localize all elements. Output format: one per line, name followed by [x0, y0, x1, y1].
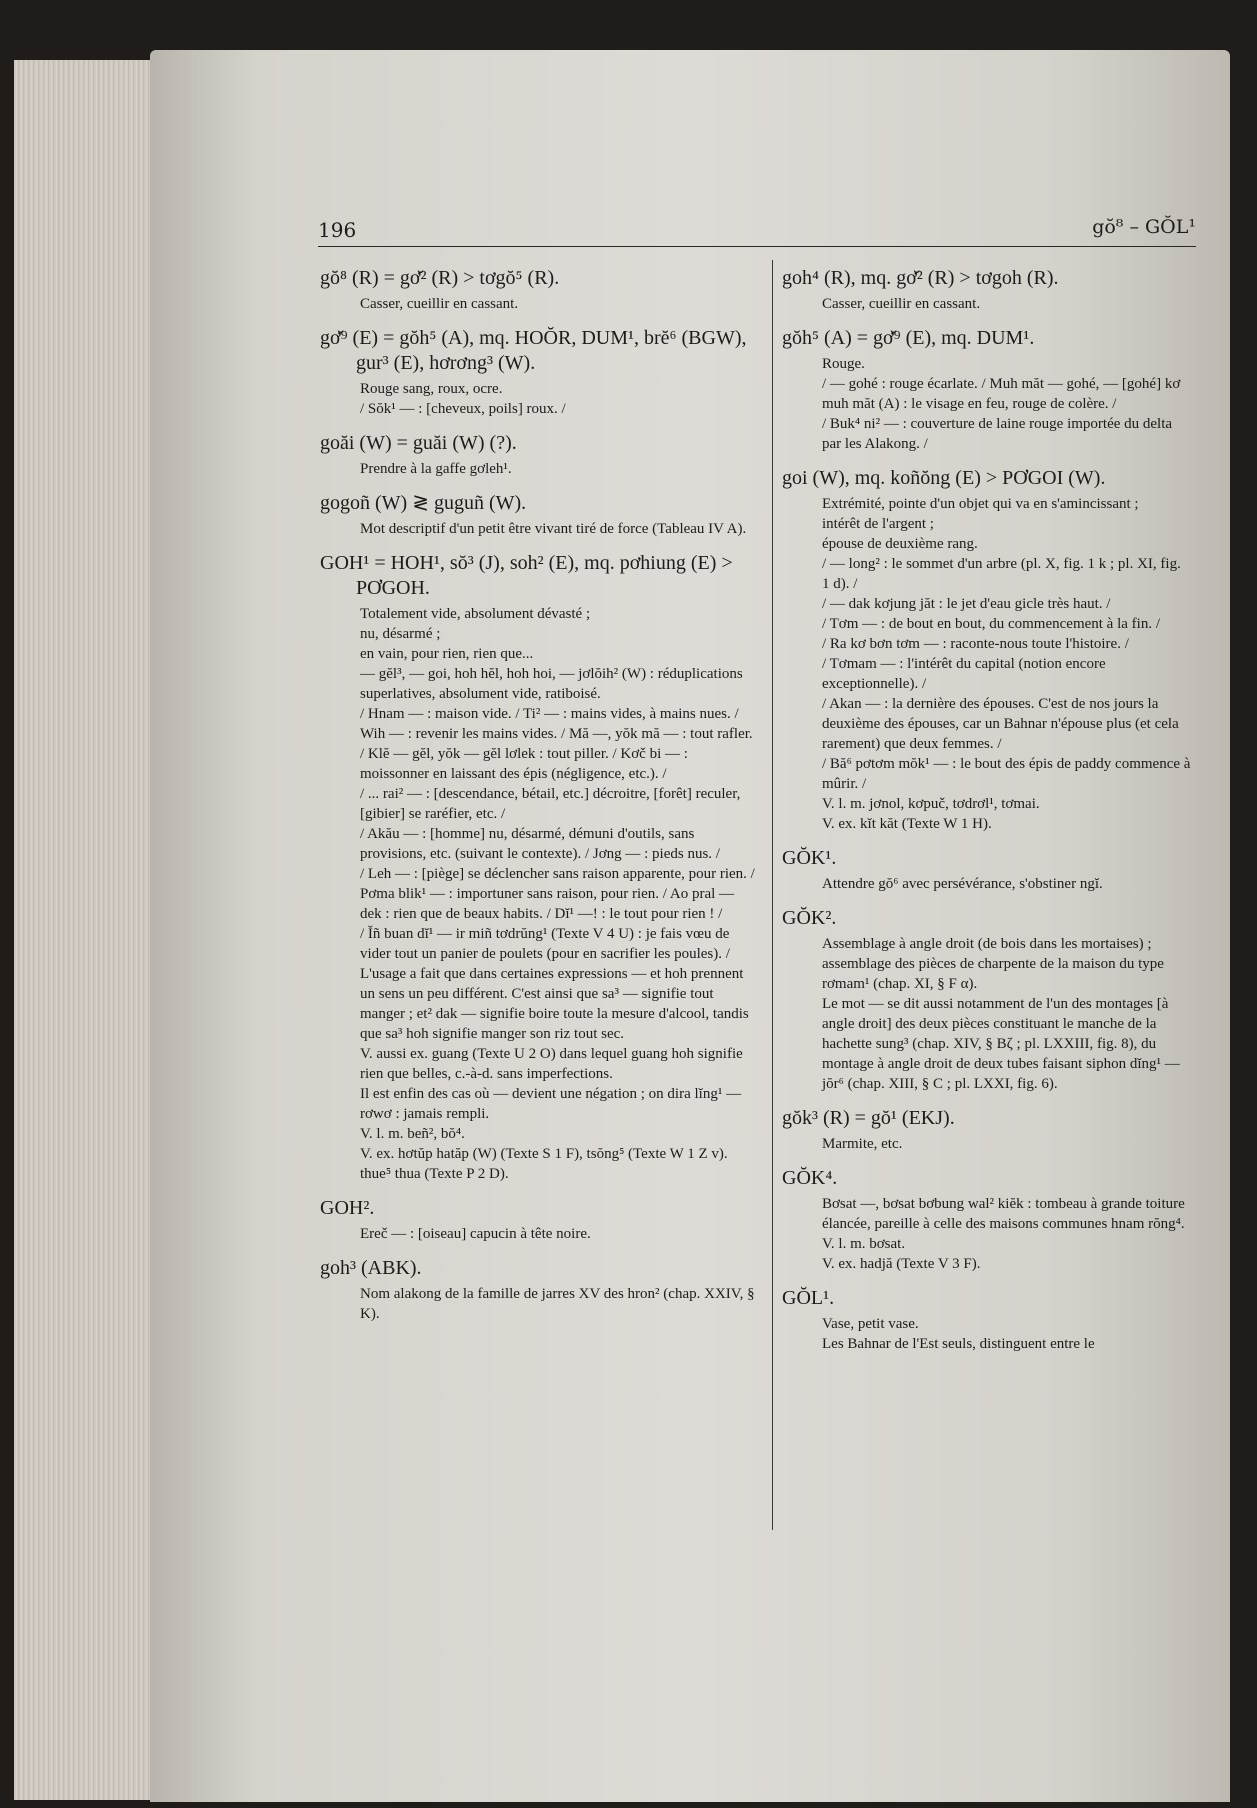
dictionary-entry [320, 1256, 756, 1324]
entry-definition-line: / Tơmam — : l'intérêt du capital (notion encore exceptionnelle). / [822, 656, 1106, 692]
entry-definition-line: Prendre à la gaffe gơleh¹. [360, 461, 512, 477]
entry-headword: gŏ⁸ (R) = gơ̆² (R) > tơgŏ⁵ (R). [320, 267, 560, 289]
dictionary-entry [320, 431, 756, 479]
entry-headword: gŏh⁵ (A) = gơ̆⁹ (E), mq. DUM¹. [782, 327, 1035, 349]
entry-definition-line: Mot descriptif d'un petit être vivant tiré de force (Tableau IV A). [360, 521, 747, 537]
entry-definition-line: Casser, cueillir en cassant. [822, 296, 981, 312]
dictionary-entry [782, 266, 1192, 314]
entry-definition-line: Le mot — se dit aussi notamment de l'un des montages [à angle droit] des deux pièces constituant le manche de la hachette sung³ (chap. XIV, § Bζ ; pl. LXXIII, fig. 8), du montage à angle droit de deux tubes faisant siphon dĭng¹ — jŏr⁶ (chap. XIII, § C ; pl. LXXI, fig. 6). [822, 996, 1180, 1092]
running-header [318, 216, 1196, 247]
entry-definition-line: Assemblage à angle droit (de bois dans les mortaises) ; [822, 936, 1152, 952]
entry-headword: GŎL¹. [782, 1287, 835, 1309]
entry-definition-line: / Bă⁶ pơtơm mŏk¹ — : le bout des épis de paddy commence à mûrir. / [822, 756, 1191, 792]
right-column [782, 266, 1192, 1366]
entry-definition-line: Totalement vide, absolument dévasté ; [360, 606, 591, 622]
entry-definition-line: épouse de deuxième rang. [822, 536, 978, 552]
entry-headword: goh³ (ABK). [320, 1257, 422, 1279]
entry-headword: gơ̆⁹ (E) = gŏh⁵ (A), mq. HOŎR, DUM¹, brĕ⁶ (BGW), gur³ (E), hơrơng³ (W). [320, 327, 747, 374]
dictionary-entry [320, 491, 756, 539]
entry-definition-line: nu, désarmé ; [360, 626, 441, 642]
entry-definition-line: V. ex. hơtŭp hatăp (W) (Texte S 1 F), tsŏng⁵ (Texte W 1 Z v). thue⁵ thua (Texte P 2 D). [360, 1146, 728, 1182]
dictionary-entry [782, 846, 1192, 894]
entry-headword: GŎK⁴. [782, 1167, 838, 1189]
book-page-edges [14, 60, 164, 1800]
entry-definition-line: / Sŏk¹ — : [cheveux, poils] roux. / [360, 401, 566, 417]
entry-definition-line: / — gohé : rouge écarlate. / Muh măt — gohé, — [gohé] kơ muh măt (A) : le visage en feu, rouge de colère. / [822, 376, 1181, 412]
dictionary-entry [782, 906, 1192, 1094]
entry-range: gŏ⁸ – GŎL¹ [1092, 216, 1196, 238]
entry-headword: GOH². [320, 1197, 375, 1219]
entry-definition-line: V. l. m. jơnol, kơpuč, tơdrơl¹, tơmai. [822, 796, 1040, 812]
entry-definition-line: Bơsat —, bơsat bơbung wal² kiĕk : tombeau à grande toiture élancée, pareille à celle des maisons communes hnam rŏng⁴. [822, 1196, 1185, 1232]
dictionary-entry [320, 1196, 756, 1244]
entry-definition-line: Attendre gŏ⁶ avec persévérance, s'obstiner ngĭ. [822, 876, 1103, 892]
entry-definition-line: V. l. m. beñ², bŏ⁴. [360, 1126, 465, 1142]
entry-definition-line: / Ĭñ buan dĭ¹ — ir miñ tơdrŭng¹ (Texte V 4 U) : je fais vœu de vider tout un panier de poulets (pour en sacrifier les poules). / [360, 926, 730, 962]
entry-headword: GŎK¹. [782, 847, 837, 869]
entry-definition-line: / — long² : le sommet d'un arbre (pl. X, fig. 1 k ; pl. XI, fig. 1 d). / [822, 556, 1181, 592]
entry-definition-line: Ereč — : [oiseau] capucin à tête noire. [360, 1226, 591, 1242]
entry-definition-line: Casser, cueillir en cassant. [360, 296, 519, 312]
entry-definition-line: V. aussi ex. guang (Texte U 2 O) dans lequel guang hoh signifie rien que belles, c.-à-d. sans imperfections. [360, 1046, 743, 1082]
entry-definition-line: V. l. m. bơsat. [822, 1236, 906, 1252]
dictionary-entry [782, 1166, 1192, 1274]
entry-definition-line: / Leh — : [piège] se déclencher sans raison apparente, pour rien. / Pơma blik¹ — : importuner sans raison, pour rien. / Ao pral — dek : rien que de beaux habits. / Dĭ¹ —! : le tout pour rien ! / [360, 866, 755, 922]
entry-definition-line: Il est enfin des cas où — devient une négation ; on dira lĭng¹ — rơwơ : jamais rempli. [360, 1086, 742, 1122]
dictionary-entry [320, 266, 756, 314]
left-column [320, 266, 756, 1336]
entry-definition-line: / Tơm — : de bout en bout, du commencement à la fin. / [822, 616, 1160, 632]
entry-definition-line: / Buk⁴ ni² — : couverture de laine rouge importée du delta par les Alakong. / [822, 416, 1173, 452]
dictionary-entry [320, 551, 756, 1184]
entry-definition-line: Rouge sang, roux, ocre. [360, 381, 503, 397]
entry-headword: goi (W), mq. koñŏng (E) > PƠGOI (W). [782, 467, 1106, 489]
column-divider [772, 260, 773, 1530]
dictionary-entry [320, 326, 756, 419]
entry-definition-line: V. ex. kĭt kăt (Texte W 1 H). [822, 816, 992, 832]
entry-definition-line: Marmite, etc. [822, 1136, 903, 1152]
dictionary-entry [782, 326, 1192, 454]
entry-definition-line: / Hnam — : maison vide. / Ti² — : mains vides, à mains nues. / Wih — : revenir les mains vides. / Mă —, yŏk mă — : tout rafler. / Klĕ — gĕl, yŏk — gĕl lơlek : tout piller. / Kơč bi — : moissonner en laissant des épis (négligence, etc.). / [360, 706, 753, 782]
entry-definition-line: / Ra kơ bơn tơm — : raconte-nous toute l'histoire. / [822, 636, 1129, 652]
entry-headword: GOH¹ = HOH¹, sŏ³ (J), soh² (E), mq. pơhiung (E) > PƠGOH. [320, 552, 733, 599]
entry-definition-line: en vain, pour rien, rien que... [360, 646, 534, 662]
entry-definition-line: Extrémité, pointe d'un objet qui va en s'amincissant ; [822, 496, 1139, 512]
entry-headword: goăi (W) = guăi (W) (?). [320, 432, 517, 454]
dictionary-entry [782, 1106, 1192, 1154]
entry-definition-line: / Akan — : la dernière des épouses. C'est de nos jours la deuxième des épouses, car un Bahnar n'épouse plus (et cela rarement) que deux femmes. / [822, 696, 1179, 752]
entry-definition-line: intérêt de l'argent ; [822, 516, 934, 532]
entry-headword: gogoñ (W) ≷ guguñ (W). [320, 492, 527, 514]
page-number: 196 [318, 218, 357, 242]
entry-headword: goh⁴ (R), mq. gơ̆² (R) > tơgoh (R). [782, 267, 1059, 289]
entry-definition-line: / ... rai² — : [descendance, bétail, etc.] décroitre, [forêt] reculer, [gibier] se raréfier, etc. / [360, 786, 741, 822]
entry-headword: gŏk³ (R) = gŏ¹ (EKJ). [782, 1107, 955, 1129]
entry-definition-line: / Akău — : [homme] nu, désarmé, démuni d'outils, sans provisions, etc. (suivant le contexte). / Jơng — : pieds nus. / [360, 826, 720, 862]
dictionary-entry [782, 1286, 1192, 1354]
entry-definition-line: Rouge. [822, 356, 865, 372]
entry-definition-line: assemblage des pièces de charpente de la maison du type rơmam¹ (chap. XI, § F α). [822, 956, 1164, 992]
entry-definition-line: Nom alakong de la famille de jarres XV des hron² (chap. XXIV, § K). [360, 1286, 755, 1322]
entry-definition-line: V. ex. hadjă (Texte V 3 F). [822, 1256, 981, 1272]
entry-headword: GŎK². [782, 907, 837, 929]
dictionary-entry [782, 466, 1192, 834]
entry-definition-line: — gĕl³, — goi, hoh hĕl, hoh hoi, — jơlŏih² (W) : réduplications superlatives, absolument vide, ratiboisé. [360, 666, 743, 702]
entry-definition-line: / — dak kơjung jăt : le jet d'eau gicle très haut. / [822, 596, 1111, 612]
entry-definition-line: L'usage a fait que dans certaines expressions — et hoh prennent un sens un peu différent. C'est ainsi que sa³ — signifie tout manger ; et² dak — signifie boire toute la mesure d'alcool, tandis que sa³ hoh signifie manger son riz tout sec. [360, 966, 749, 1042]
entry-definition-line: Vase, petit vase. [822, 1316, 919, 1332]
entry-definition-line: Les Bahnar de l'Est seuls, distinguent entre le [822, 1336, 1095, 1352]
